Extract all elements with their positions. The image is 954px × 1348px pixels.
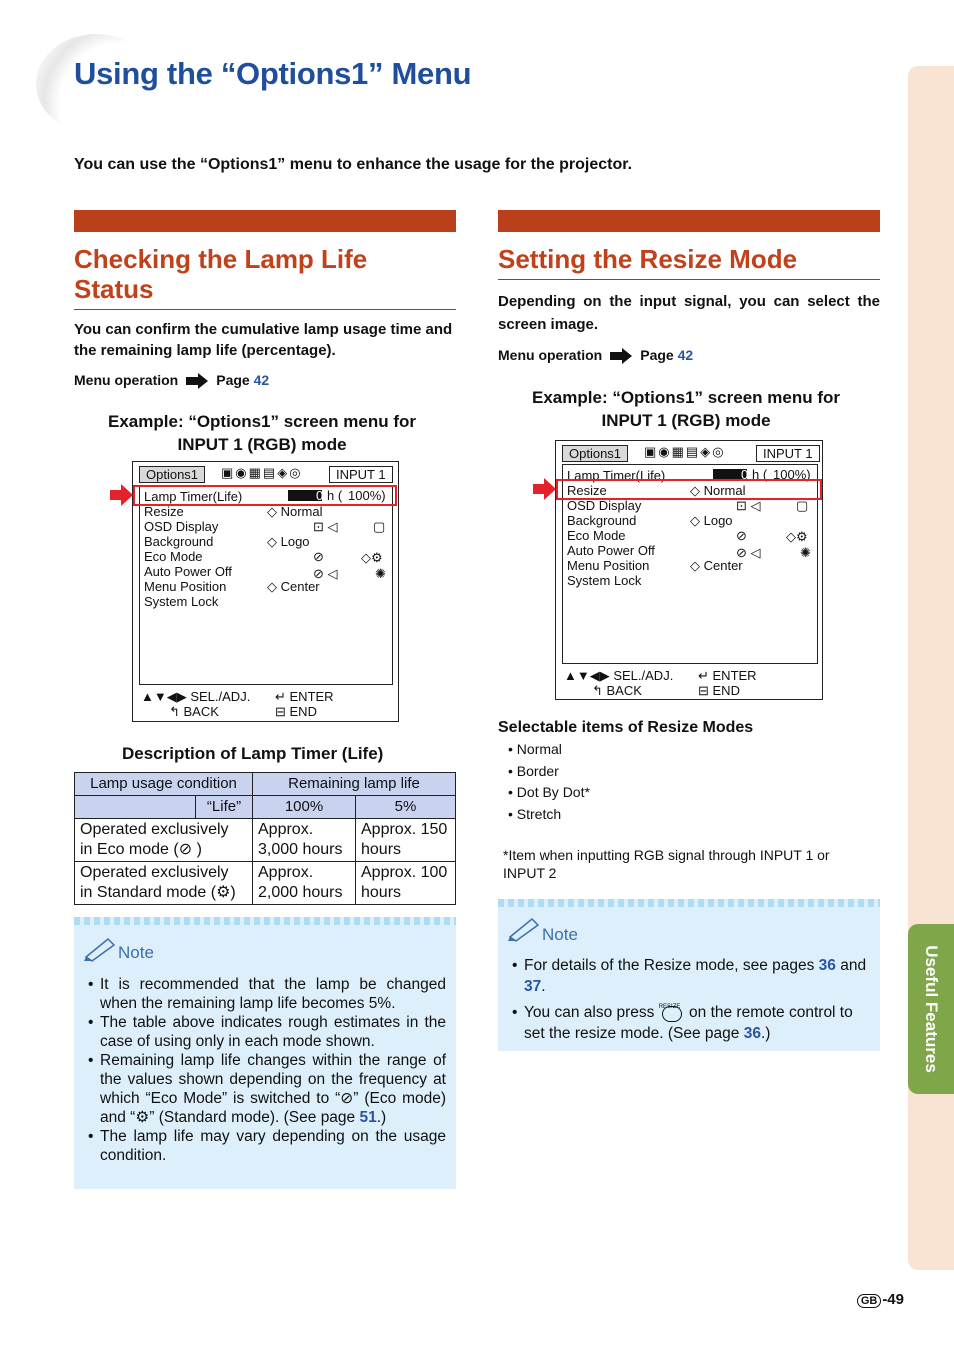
menu-position-value: ◇ Center [690, 558, 743, 573]
menu-item: Lamp Timer(Life) [567, 468, 666, 483]
note-label: Note [118, 943, 154, 962]
note-list [510, 955, 872, 1044]
menu-item: Menu Position [144, 579, 227, 594]
menu-icons: ▣◉▦▤◈◎ [221, 465, 303, 480]
table-header: Remaining lamp life [253, 773, 456, 796]
standard-lamp-icon: ◇⚙ [786, 529, 808, 544]
standard-lamp-icon: ◇⚙ [361, 550, 383, 565]
menu-item: Background [567, 513, 637, 528]
divider [498, 279, 880, 280]
menu-tab: Options1 [562, 445, 628, 462]
menu-item: Eco Mode [144, 549, 203, 564]
background-value: ◇ Logo [690, 513, 733, 528]
lamp-description: You can confirm the cumulative lamp usage time and the remaining lamp life (percentage). [74, 321, 453, 359]
footer-end: ⊟ END [275, 704, 317, 719]
menu-item: Lamp Timer(Life) [144, 489, 243, 504]
arrow-right-icon [610, 352, 622, 360]
menu-item: Menu Position [567, 558, 650, 573]
resize-button-icon: RESIZE [659, 1003, 685, 1023]
note-item: • For details of the Resize mode, see pages 36 and 37. [510, 955, 872, 997]
selectable-title: Selectable items of Resize Modes [498, 719, 754, 736]
note-item: • The table above indicates rough estimates in the case of using only in each mode shown. [86, 1013, 446, 1051]
highlight-lamp-timer [133, 485, 397, 506]
menu-position-value: ◇ Center [267, 579, 320, 594]
section-heading-resize: Setting the Resize Mode [498, 244, 798, 274]
lamp-life-table [74, 772, 456, 905]
page-link[interactable]: 42 [253, 372, 270, 388]
region-badge: GB [857, 1294, 882, 1308]
page-link[interactable]: 36 [743, 1025, 761, 1042]
menu-item: Auto Power Off [144, 564, 232, 579]
menu-item: Eco Mode [567, 528, 626, 543]
table-header: “Life” [196, 796, 253, 819]
menu-item: System Lock [144, 594, 219, 609]
table-header: Lamp usage condition [75, 773, 253, 796]
page-link[interactable]: 36 [818, 957, 836, 974]
osd-box-icon: ▢ [796, 498, 809, 513]
eco-toggle-icons: ⊘ ◁ [313, 566, 338, 581]
list-item: • Normal [508, 739, 590, 761]
eco-leaf-icon: ⊘ [178, 841, 193, 858]
pencil-icon [82, 935, 118, 968]
auto-power-icon: ✺ [800, 545, 811, 560]
list-item: • Border [508, 761, 590, 783]
page-link[interactable]: 42 [677, 347, 694, 363]
side-tab-label: Useful Features [922, 945, 941, 1073]
osd-box-icon: ▢ [373, 519, 386, 534]
resize-description: Depending on the input signal, you can select the screen image. [498, 293, 880, 333]
section-heading-lamp: Checking the Lamp Life Status [74, 244, 368, 304]
menu-item: System Lock [567, 573, 642, 588]
section-bar-right [498, 210, 880, 232]
page-link[interactable]: 37 [524, 978, 542, 995]
footer-back: ↰ BACK [169, 704, 219, 719]
pencil-icon [506, 915, 542, 948]
footer-back: ↰ BACK [592, 683, 642, 698]
standard-lamp-icon: ⚙ [216, 884, 231, 901]
note-list [86, 975, 446, 1165]
section-bar-left [74, 210, 456, 232]
table-header: 5% [356, 796, 456, 819]
arrow-right-icon [186, 377, 198, 385]
footer-enter: ↵ ENTER [698, 668, 757, 683]
input-label: INPUT 1 [329, 466, 393, 483]
selectable-list [508, 739, 590, 825]
note-item: • Remaining lamp life changes within the range of the values shown depending on the frequency at which “Eco Mode” is switched to “⊘” (Eco mode) and “⚙” (Standard mode). (See page 51.) [86, 1051, 446, 1127]
note-label: Note [542, 925, 578, 944]
list-item: • Dot By Dot* [508, 782, 590, 804]
menu-item: OSD Display [567, 498, 642, 513]
eco-leaf-icon: ⊘ [340, 1090, 354, 1107]
page-number: GB -49 [857, 1291, 904, 1308]
menu-item: Resize [144, 504, 184, 519]
eco-toggle-icons: ⊘ ◁ [736, 545, 761, 560]
menu-icons: ▣◉▦▤◈◎ [644, 444, 726, 459]
osd-icons: ⊡ ◁ [736, 498, 761, 513]
table-caption: Description of Lamp Timer (Life) [122, 744, 384, 763]
menu-operation-ref: Menu operation Page 42 [74, 372, 270, 388]
resize-value: ◇ Normal [690, 483, 746, 498]
example-caption: Example: “Options1” screen menu for INPUT 1 (RGB) mode [108, 412, 416, 454]
eco-leaf-icon: ⊘ [736, 528, 747, 543]
background-value: ◇ Logo [267, 534, 310, 549]
note-item: • You can also press RESIZE on the remote control to set the resize mode. (See page 36.) [510, 1002, 872, 1044]
table-row: Operated exclusively in Standard mode (⚙) Approx. 2,000 hours Approx. 100 hours [75, 862, 456, 905]
input-label: INPUT 1 [756, 445, 820, 462]
auto-power-icon: ✺ [375, 566, 386, 581]
note-item: • It is recommended that the lamp be changed when the remaining lamp life becomes 5%. [86, 975, 446, 1013]
options1-screen-menu: Options1 ▣◉▦▤◈◎ INPUT 1 0 h ( 100%) Lamp Timer(Life) Resize OSD Display Background Eco Mode Auto Power Off Menu Position System Lock ◇ Normal ◇ Logo ◇ Center ⊡ ◁ ▢ ⊘ ◇⚙ ⊘ ◁ ✺ ▲▼◀▶ SEL./ADJ. ↵ ENTER ↰ BACK ⊟ END [132, 461, 399, 722]
menu-operation-ref: Menu operation Page 42 [498, 347, 694, 363]
table-row: Operated exclusively in Eco mode (⊘ ) Approx. 3,000 hours Approx. 150 hours [75, 819, 456, 862]
standard-lamp-icon: ⚙ [135, 1109, 150, 1126]
footnote: *Item when inputting RGB signal through INPUT 1 or INPUT 2 [503, 847, 830, 881]
footer-enter: ↵ ENTER [275, 689, 334, 704]
osd-icons: ⊡ ◁ [313, 519, 338, 534]
options1-screen-menu: Options1 ▣◉▦▤◈◎ INPUT 1 0 h ( 100%) Lamp Timer(Life) Resize OSD Display Background Eco Mode Auto Power Off Menu Position System Lock ◇ Normal ◇ Logo ◇ Center ⊡ ◁ ▢ ⊘ ◇⚙ ⊘ ◁ ✺ ▲▼◀▶ SEL./ADJ. ↵ ENTER ↰ BACK ⊟ END [555, 440, 823, 700]
divider [74, 309, 456, 310]
note-box [498, 899, 880, 1051]
menu-item: Background [144, 534, 214, 549]
menu-tab: Options1 [139, 466, 205, 483]
highlight-resize [556, 479, 822, 500]
eco-leaf-icon: ⊘ [313, 549, 324, 564]
intro-text: You can use the “Options1” menu to enhance the usage for the projector. [74, 156, 633, 173]
side-tab-section [908, 924, 954, 1094]
table-header: 100% [253, 796, 356, 819]
footer-sel: ▲▼◀▶ SEL./ADJ. [141, 689, 251, 704]
note-item: • The lamp life may vary depending on the usage condition. [86, 1127, 446, 1165]
resize-value: ◇ Normal [267, 504, 323, 519]
page-link[interactable]: 51 [359, 1109, 377, 1126]
page-title: Using the “Options1” Menu [74, 56, 472, 91]
example-caption: Example: “Options1” screen menu for INPUT 1 (RGB) mode [532, 388, 840, 430]
menu-item: Resize [567, 483, 607, 498]
note-box [74, 917, 456, 1189]
menu-item: Auto Power Off [567, 543, 655, 558]
footer-sel: ▲▼◀▶ SEL./ADJ. [564, 668, 674, 683]
list-item: • Stretch [508, 804, 590, 826]
menu-item: OSD Display [144, 519, 219, 534]
footer-end: ⊟ END [698, 683, 740, 698]
